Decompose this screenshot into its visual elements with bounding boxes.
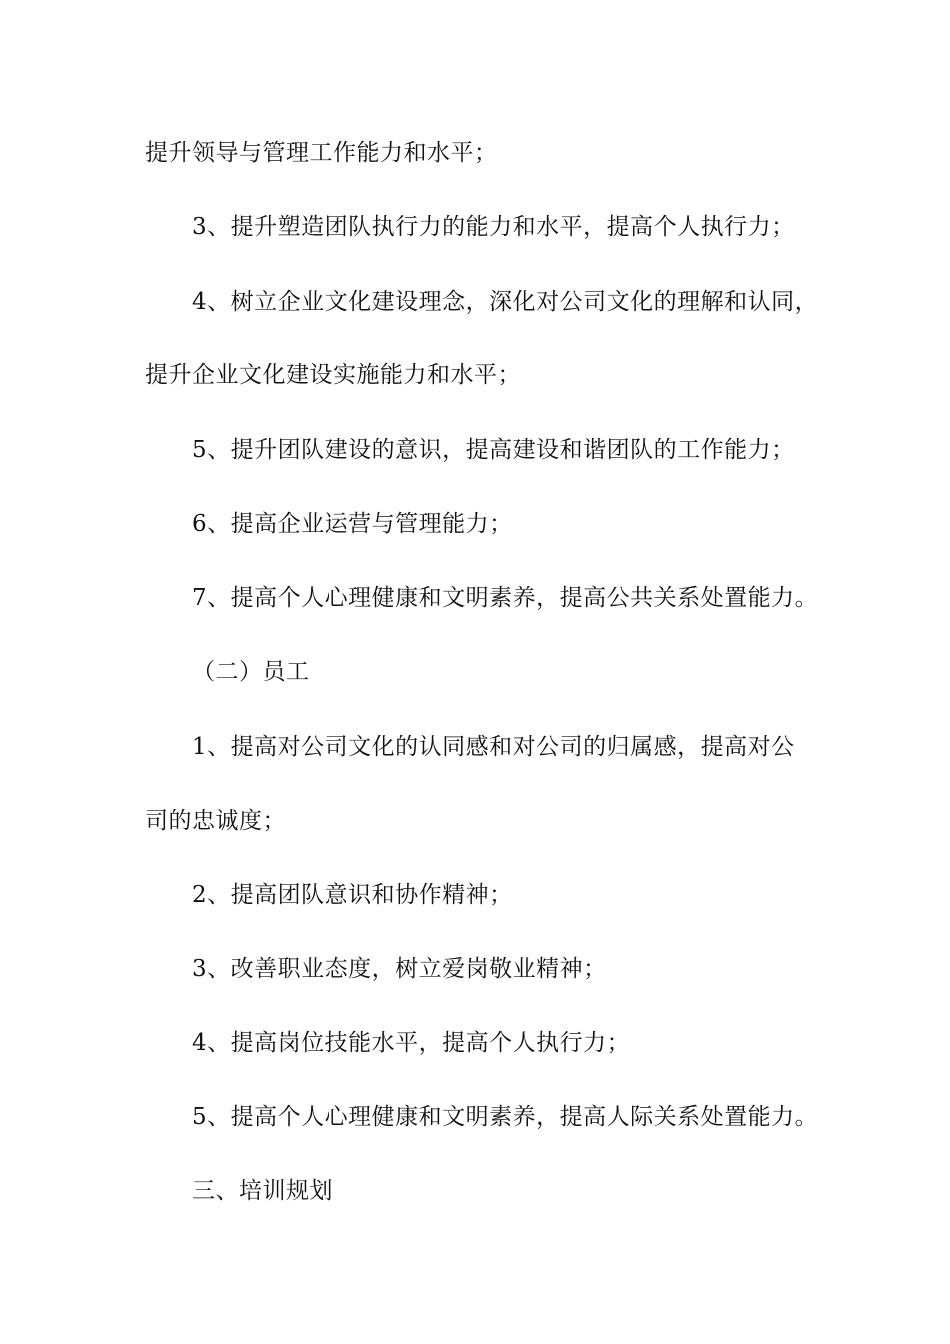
text-line: 3、改善职业态度，树立爱岗敬业精神；: [192, 956, 607, 982]
text-line: 3、提升塑造团队执行力的能力和水平，提高个人执行力；: [192, 214, 795, 240]
text-line: 7、提高个人心理健康和文明素养，提高公共关系处置能力。: [192, 585, 819, 611]
text-line: 6、提高企业运营与管理能力；: [192, 511, 513, 537]
text-line: 1、提高对公司文化的认同感和对公司的归属感，提高对公: [192, 734, 795, 760]
section-heading: （二）员工: [192, 659, 310, 685]
text-line: 5、提高个人心理健康和文明素养，提高人际关系处置能力。: [192, 1104, 819, 1130]
text-line: 4、树立企业文化建设理念，深化对公司文化的理解和认同，: [192, 289, 819, 315]
text-line: 4、提高岗位技能水平，提高个人执行力；: [192, 1030, 631, 1056]
section-heading: 三、培训规划: [192, 1178, 333, 1204]
text-line: 司的忠诚度；: [145, 808, 286, 834]
text-line: 提升企业文化建设实施能力和水平；: [145, 362, 521, 388]
text-line: 2、提高团队意识和协作精神；: [192, 882, 513, 908]
text-line: 提升领导与管理工作能力和水平；: [145, 140, 498, 166]
text-line: 5、提升团队建设的意识，提高建设和谐团队的工作能力；: [192, 437, 795, 463]
